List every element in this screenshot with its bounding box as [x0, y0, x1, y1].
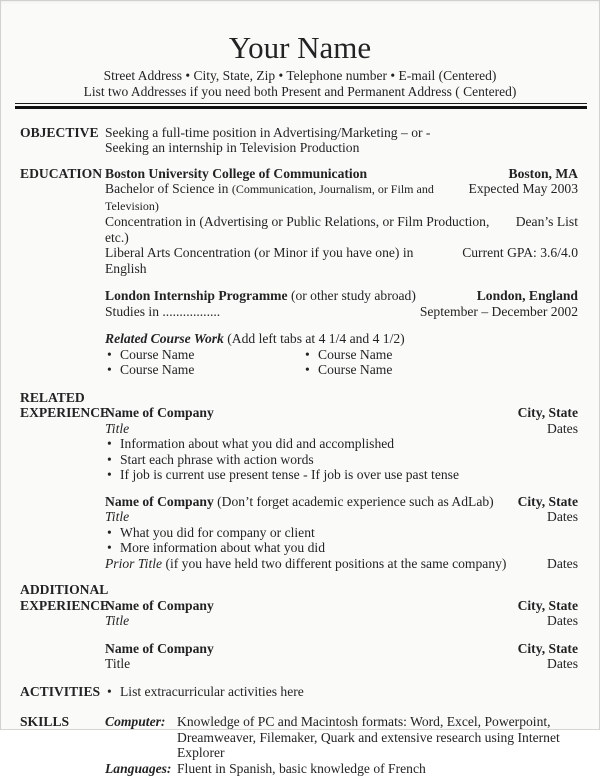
- company-location: City, State: [517, 597, 578, 613]
- bullet-icon: •: [305, 362, 310, 378]
- company-note: (Don’t forget academic experience such as AdLab): [217, 493, 494, 509]
- company-row: [105, 405, 578, 421]
- section-related-experience: [20, 405, 578, 571]
- coursework-heading: [105, 331, 578, 347]
- section-label-education: EDUCATION: [20, 165, 103, 181]
- experience-bullet: If job is current use present tense - If job is over use past tense: [120, 467, 459, 483]
- list-item: [303, 362, 578, 378]
- company-name: Name of Company: [105, 640, 214, 656]
- bullet-icon: •: [107, 540, 112, 556]
- company-name: Name of Company: [105, 597, 214, 613]
- company-name: Name of Company: [105, 405, 214, 421]
- course-name: Course Name: [120, 362, 195, 378]
- job-title: Title: [105, 656, 131, 672]
- school-name: Boston University College of Communication: [105, 165, 368, 181]
- prior-title-row: [105, 556, 578, 572]
- degree-text: Bachelor of Science in (Communication, Journalism, or Film and Television): [105, 181, 434, 213]
- skill-languages-row: [105, 761, 578, 776]
- list-item: [105, 362, 303, 378]
- section-label-additional: ADDITIONAL: [20, 582, 109, 598]
- activities-bullet: List extracurricular activities here: [120, 683, 304, 699]
- course-name: Course Name: [318, 346, 393, 362]
- company-location: City, State: [517, 405, 578, 421]
- divider-thin-line: [15, 103, 587, 104]
- list-item: [105, 452, 578, 468]
- skill-computer-row: [105, 714, 578, 730]
- title-row: [105, 656, 578, 672]
- education-london-row: [105, 288, 578, 304]
- london-dates: September – December 2002: [419, 303, 578, 319]
- bullet-icon: •: [107, 451, 112, 467]
- job-dates: Dates: [547, 420, 578, 436]
- liberal-arts-text: Liberal Arts Concentration (or Minor if you have one) in English: [105, 245, 414, 276]
- education-school-row: [105, 166, 578, 182]
- studies-text: Studies in .................: [105, 303, 221, 319]
- bullet-icon: •: [107, 683, 112, 699]
- education-studies-row: [105, 304, 578, 320]
- skill-category: Languages:: [105, 760, 172, 776]
- skill-category: Computer:: [105, 714, 166, 730]
- company-location: City, State: [517, 640, 578, 656]
- company-location: City, State: [517, 493, 578, 509]
- resume-header: [0, 0, 600, 100]
- list-item: [105, 347, 303, 363]
- list-item: [105, 467, 578, 483]
- prior-title-text: Prior Title (if you have held two different positions at the same company): [105, 555, 507, 571]
- course-name: Course Name: [318, 362, 393, 378]
- skill-text: Knowledge of PC and Macintosh formats: Word, Excel, Powerpoint,: [177, 714, 551, 730]
- coursework-note: (Add left tabs at 4 1/4 and 4 1/2): [227, 331, 405, 347]
- education-liberal-arts-row: [105, 245, 578, 276]
- title-row: [105, 509, 578, 525]
- list-item: [105, 684, 578, 700]
- bullet-icon: •: [107, 346, 112, 362]
- section-related-experience-label1: [20, 390, 578, 406]
- skill-category-spacer: [105, 730, 177, 761]
- coursework-title: Related Course Work: [105, 331, 224, 347]
- section-label-related: RELATED: [20, 389, 85, 405]
- objective-line: Seeking an internship in Television Production: [105, 140, 360, 156]
- prior-title-note: (if you have held two different positions at the same company): [165, 555, 507, 571]
- section-skills: [20, 714, 578, 776]
- bullet-icon: •: [107, 524, 112, 540]
- title-row: [105, 613, 578, 629]
- job-title: Title: [105, 509, 130, 525]
- job-dates: Dates: [547, 509, 578, 525]
- section-label-activities: ACTIVITIES: [20, 683, 101, 699]
- section-label-skills: SKILLS: [20, 714, 70, 730]
- list-item: [303, 347, 578, 363]
- london-programme: London Internship Programme (or other study abroad): [105, 288, 416, 304]
- job-title: Title: [105, 613, 130, 629]
- job-dates: Dates: [547, 555, 578, 571]
- bullet-icon: •: [107, 436, 112, 452]
- list-item: [105, 540, 578, 556]
- section-label-objective: OBJECTIVE: [20, 124, 99, 140]
- degree-date: Expected May 2003: [468, 181, 578, 197]
- section-label-experience: EXPERIENCE: [20, 405, 110, 421]
- job-dates: Dates: [547, 613, 578, 629]
- london-location: London, England: [476, 288, 578, 304]
- section-label-experience: EXPERIENCE: [20, 597, 110, 613]
- skill-computer-row-2: [105, 730, 578, 761]
- company-row: [105, 494, 578, 510]
- coursework-list: [105, 347, 578, 378]
- job-title: Title: [105, 420, 130, 436]
- experience-bullet: What you did for company or client: [120, 524, 315, 540]
- company-row: [105, 641, 578, 657]
- gpa-text: Current GPA: 3.6/4.0: [462, 245, 578, 261]
- list-item: [105, 436, 578, 452]
- resume-body: [0, 109, 600, 776]
- london-note: (or other study abroad): [290, 288, 416, 304]
- page-title: Your Name: [228, 30, 372, 65]
- education-concentration-row: [105, 214, 578, 245]
- company-name-with-note: Name of Company (Don’t forget academic experience such as AdLab): [105, 493, 494, 509]
- company-row: [105, 598, 578, 614]
- section-additional-experience: [20, 598, 578, 672]
- section-objective: [20, 125, 578, 156]
- skill-text: Fluent in Spanish, basic knowledge of French: [177, 760, 426, 776]
- bullet-icon: •: [107, 467, 112, 483]
- title-row: [105, 421, 578, 437]
- address-line-2: List two Addresses if you need both Present and Permanent Address ( Centered): [83, 84, 517, 99]
- section-additional-experience-label1: [20, 582, 578, 598]
- section-education: [20, 166, 578, 378]
- objective-line: Seeking a full-time position in Advertising/Marketing – or -: [105, 124, 431, 140]
- experience-bullet: Start each phrase with action words: [120, 451, 314, 467]
- skill-text: Dreamweaver, Filemaker, Quark and extensive research using Internet Explorer: [177, 729, 560, 761]
- section-activities: [20, 684, 578, 700]
- concentration-text: Concentration in (Advertising or Public Relations, or Film Production, etc.): [105, 214, 490, 245]
- bullet-icon: •: [305, 346, 310, 362]
- bullet-icon: •: [107, 362, 112, 378]
- school-location: Boston, MA: [508, 165, 578, 181]
- degree-options: (Communication, Journalism, or Film and Television): [105, 182, 434, 213]
- experience-bullet: More information about what you did: [120, 540, 326, 556]
- deans-list: Dean’s List: [515, 214, 578, 230]
- job-dates: Dates: [547, 656, 578, 672]
- experience-bullet: Information about what you did and accomplished: [120, 436, 395, 452]
- education-degree-row: [105, 181, 578, 214]
- address-line-1: Street Address • City, State, Zip • Telephone number • E-mail (Centered): [103, 68, 497, 83]
- list-item: [105, 525, 578, 541]
- course-name: Course Name: [120, 346, 195, 362]
